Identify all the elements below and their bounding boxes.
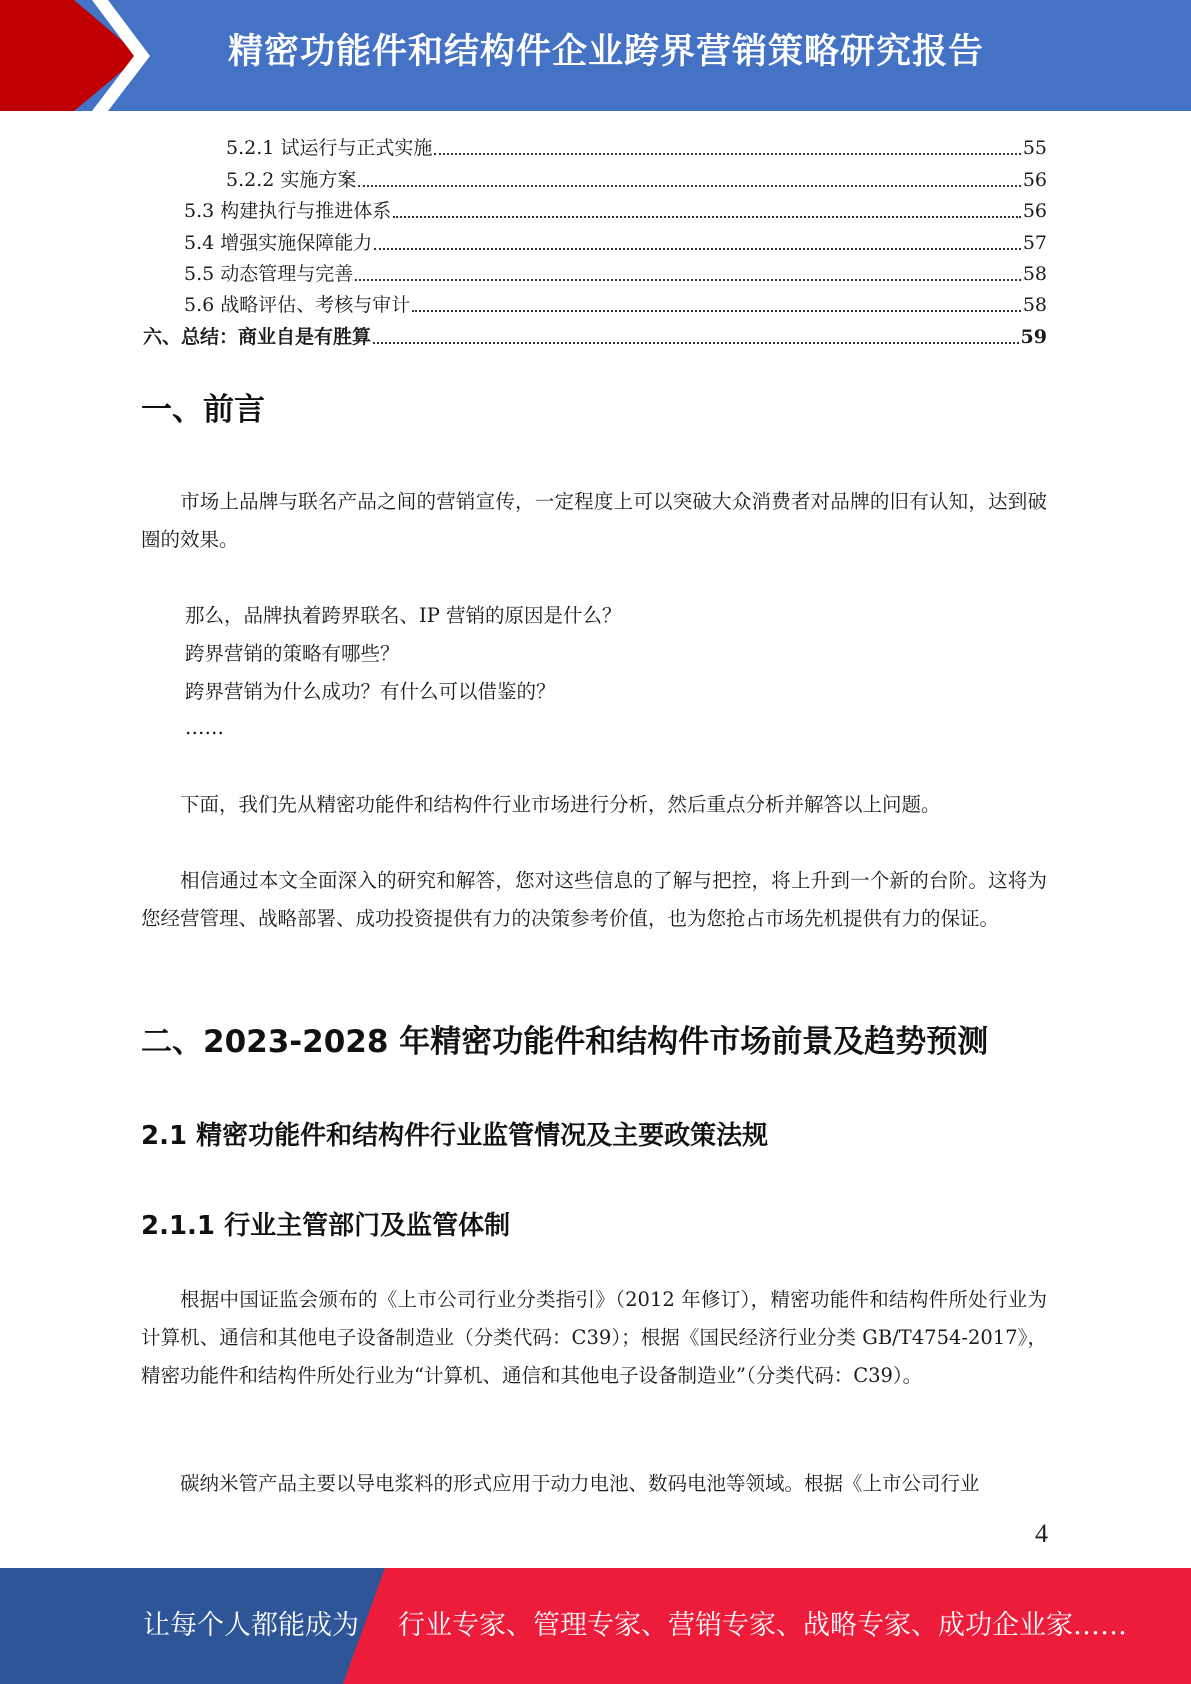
footer-slogan-right: 行业专家、管理专家、营销专家、战略专家、成功企业家…… [398, 1610, 1127, 1641]
report-title: 精密功能件和结构件企业跨界营销策略研究报告 [228, 32, 985, 72]
preface-heading: 一、前言 [141, 392, 265, 428]
toc-entry-page: 55 [1022, 137, 1047, 160]
preface-paragraph-1: 市场上品牌与联名产品之间的营销宣传，一定程度上可以突破大众消费者对品牌的旧有认知，达到破圈的效果。 [141, 490, 1047, 551]
toc-entry-page: 56 [1022, 200, 1047, 223]
preface-paragraph-2: 下面，我们先从精密功能件和结构件行业市场进行分析，然后重点分析并解答以上问题。 [180, 793, 941, 816]
regulation-heading: 2.1 精密功能件和结构件行业监管情况及主要政策法规 [141, 1121, 769, 1151]
question-line: 那么，品牌执着跨界联名、IP 营销的原因是什么？ [185, 604, 622, 627]
toc-dot-leader [393, 216, 1021, 218]
toc-entry-page: 57 [1022, 231, 1047, 254]
toc-entry-label: 5.3 构建执行与推进体系 [184, 200, 392, 223]
toc-entry-label: 5.2.2 实施方案 [226, 168, 357, 191]
toc-entry-label: 5.6 战略评估、考核与审计 [184, 294, 411, 317]
toc-entry[interactable] [143, 192, 1047, 223]
toc-dot-leader [358, 185, 1020, 187]
table-of-contents [143, 129, 1047, 349]
authority-paragraph-1: 根据中国证监会颁布的《上市公司行业分类指引》（2012 年修订），精密功能件和结构件所处行业为计算机、通信和其他电子设备制造业（分类代码：C39）；根据《国民经济行业分类 GB/T4754-2017》，精密功能件和结构件所处行业为“计算机、通信和其他电子设备制造业”（分类代码：C39）。 [141, 1288, 1047, 1387]
toc-entry-label: 六、总结：商业自是有胜算 [143, 325, 372, 348]
page-footer [0, 1568, 1191, 1684]
toc-entry-page: 58 [1022, 262, 1047, 285]
toc-dot-leader [434, 153, 1020, 155]
toc-entry-page: 58 [1022, 294, 1047, 317]
question-line: 跨界营销的策略有哪些？ [185, 642, 400, 665]
toc-entry-label: 5.2.1 试运行与正式实施 [226, 137, 433, 160]
toc-entry[interactable] [143, 255, 1047, 286]
question-ellipsis: …… [185, 716, 224, 739]
authority-paragraph-2: 碳纳米管产品主要以导电浆料的形式应用于动力电池、数码电池等领域。根据《上市公司行业 [180, 1472, 980, 1495]
authority-heading: 2.1.1 行业主管部门及监管体制 [141, 1211, 511, 1241]
toc-entry-label: 5.5 动态管理与完善 [184, 262, 354, 285]
toc-dot-leader [373, 342, 1019, 344]
toc-dot-leader [355, 279, 1021, 281]
preface-paragraph-3: 相信通过本文全面深入的研究和解答，您对这些信息的了解与把控，将上升到一个新的台阶。这将为您经营管理、战略部署、成功投资提供有力的决策参考价值，也为您抢占市场先机提供有力的保证。 [141, 869, 1047, 930]
toc-entry-page: 59 [1020, 325, 1047, 348]
market-forecast-heading: 二、2023-2028 年精密功能件和结构件市场前景及趋势预测 [141, 1024, 989, 1060]
toc-dot-leader [374, 248, 1021, 250]
toc-entry[interactable] [143, 286, 1047, 317]
page-number: 4 [1035, 1519, 1048, 1548]
toc-entry[interactable] [143, 129, 1047, 160]
toc-entry[interactable] [143, 160, 1047, 191]
question-line: 跨界营销为什么成功？有什么可以借鉴的？ [185, 680, 556, 703]
footer-slogan-left: 让每个人都能成为 [143, 1610, 359, 1641]
toc-entry[interactable] [143, 223, 1047, 254]
toc-dot-leader [412, 310, 1021, 312]
toc-entry-label: 5.4 增强实施保障能力 [184, 231, 373, 254]
toc-entry-page: 56 [1022, 168, 1047, 191]
toc-entry[interactable] [143, 317, 1047, 348]
page-header [0, 0, 1191, 111]
